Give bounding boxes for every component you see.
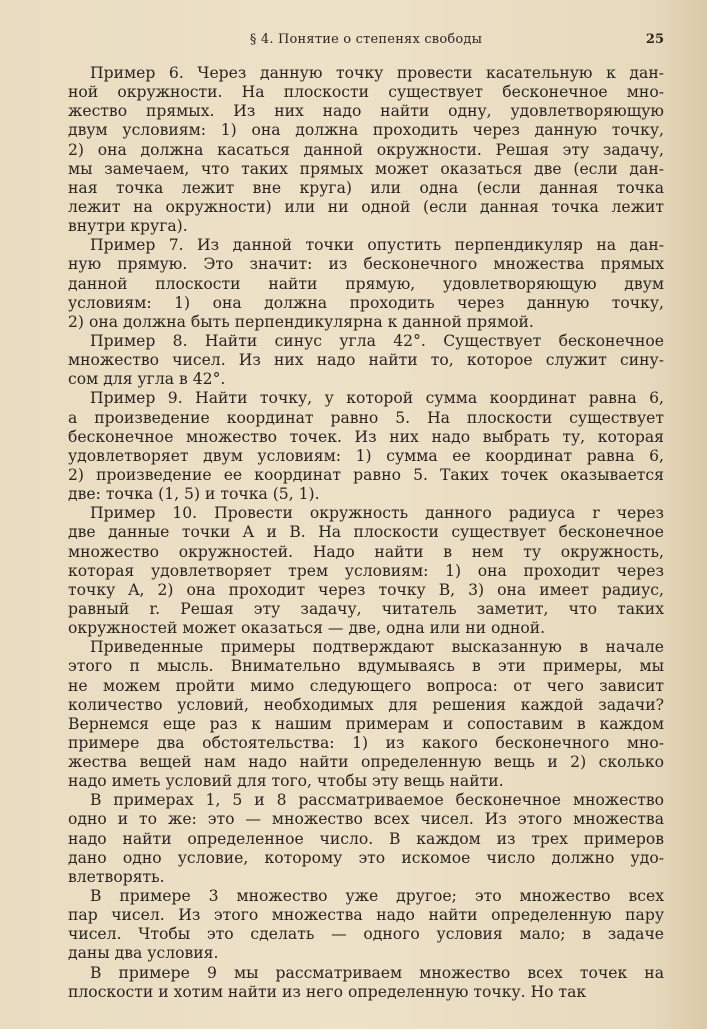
text-line: не можем пройти мимо следующего вопроса: от чего зависит [68, 676, 664, 695]
text-line: которая удовлетворяет трем условиям: 1) она проходит через [68, 561, 664, 580]
text-line: надо иметь условий для того, чтобы эту вещь найти. [68, 772, 504, 791]
paragraph [68, 638, 664, 791]
text-line: 2) произведение ее координат равно 5. Таких точек оказывается [68, 465, 664, 484]
text-line: а произведение координат равно 5. На плоскости существует [68, 408, 664, 427]
text-line: две: точка (1, 5) и точка (5, 1). [68, 485, 320, 504]
text-line: влетворять. [68, 867, 165, 886]
text-line: плоскости и хотим найти из него определенную точку. Но так [68, 982, 587, 1001]
text-line: жества вещей нам надо найти определенную вещь и 2) сколько [68, 753, 664, 772]
text-line: Пример 8. Найти синус угла 42°. Существует бесконечное [90, 331, 664, 350]
text-line: надо найти определенное число. В каждом из трех примеров [68, 829, 664, 848]
text-line: Приведенные примеры подтверждают высказанную в начале [90, 638, 664, 657]
running-header [68, 32, 664, 52]
text-line: ной окружности. На плоскости существует бесконечное мно- [68, 83, 664, 102]
text-line: внутри круга). [68, 217, 188, 236]
text-line: Пример 10. Провести окружность данного радиуса r через [90, 504, 664, 523]
text-line: множество окружностей. Надо найти в нем ту окружность, [68, 542, 664, 561]
text-line: точку A, 2) она проходит через точку B, 3) она имеет радиус, [68, 580, 664, 599]
paragraph [68, 504, 664, 638]
text-line: пар чисел. Из этого множества надо найти определенную пару [68, 906, 664, 925]
text-line: количество условий, необходимых для решения каждой задачи? [68, 695, 664, 714]
text-line: примере два обстоятельства: 1) из какого бесконечного мно- [68, 733, 664, 752]
chapter-title: § 4. Понятие о степенях свободы [249, 32, 483, 47]
text-line: 2) она должна быть перпендикулярна к данной прямой. [68, 312, 534, 331]
text-line: данной плоскости найти прямую, удовлетворяющую двум [68, 274, 664, 293]
text-line: бесконечное множество точек. Из них надо выбрать ту, которая [68, 427, 664, 446]
text-line: лежит на окружности) или ни одной (если данная точка лежит [68, 197, 664, 216]
text-line: Вернемся еще раз к нашим примерам и сопоставим в каждом [68, 714, 664, 733]
text-line: В примерах 1, 5 и 8 рассматриваемое бесконечное множество [90, 791, 664, 810]
text-line: Пример 7. Из данной точки опустить перпендикуляр на дан- [90, 236, 664, 255]
text-line: одно и то же: это — множество всех чисел. Из этого множества [68, 810, 664, 829]
paragraph [68, 389, 664, 504]
text-line: Пример 9. Найти точку, у которой сумма координат равна 6, [90, 389, 664, 408]
text-line: 2) она должна касаться данной окружности. Решая эту задачу, [68, 140, 664, 159]
paragraph [68, 64, 664, 236]
text-line: Пример 6. Через данную точку провести касательную к дан- [90, 64, 664, 82]
text-line: удовлетворяет двум условиям: 1) сумма ее координат равна 6, [68, 446, 664, 465]
text-line: жество прямых. Из них надо найти одну, удовлетворяющую [68, 102, 664, 121]
page-body [68, 64, 664, 1002]
paragraph [68, 964, 664, 1002]
paragraph [68, 332, 664, 389]
text-line: сом для угла в 42°. [68, 370, 226, 389]
text-line: две данные точки A и B. На плоскости существует бесконечное [68, 523, 664, 542]
text-line: этого п мысль. Внимательно вдумываясь в эти примеры, мы [68, 657, 664, 676]
text-line: мы замечаем, что таких прямых может оказаться две (если дан- [68, 159, 664, 178]
paragraph [68, 887, 664, 964]
text-line: ная точка лежит вне круга) или одна (если данная точка [68, 178, 664, 197]
paragraph [68, 236, 664, 332]
text-line: равный r. Решая эту задачу, читатель заметит, что таких [68, 599, 664, 618]
text-line: двум условиям: 1) она должна проходить через данную точку, [68, 121, 664, 140]
text-line: условиям: 1) она должна проходить через данную точку, [68, 293, 664, 312]
page-number: 25 [645, 32, 664, 47]
text-line: В примере 3 множество уже другое; это множество всех [90, 887, 664, 906]
text-line: множество чисел. Из них надо найти то, которое служит сину- [68, 351, 664, 370]
text-line: окружностей может оказаться — две, одна или ни одной. [68, 619, 546, 638]
text-line: чисел. Чтобы это сделать — одного условия мало; в задаче [68, 925, 664, 944]
text-line: В примере 9 мы рассматриваем множество всех точек на [90, 963, 664, 982]
text-line: ную прямую. Это значит: из бесконечного множества прямых [68, 255, 664, 274]
text-line: даны два условия. [68, 944, 219, 963]
text-line: дано одно условие, которому это искомое число должно удо- [68, 848, 664, 867]
paragraph [68, 791, 664, 887]
